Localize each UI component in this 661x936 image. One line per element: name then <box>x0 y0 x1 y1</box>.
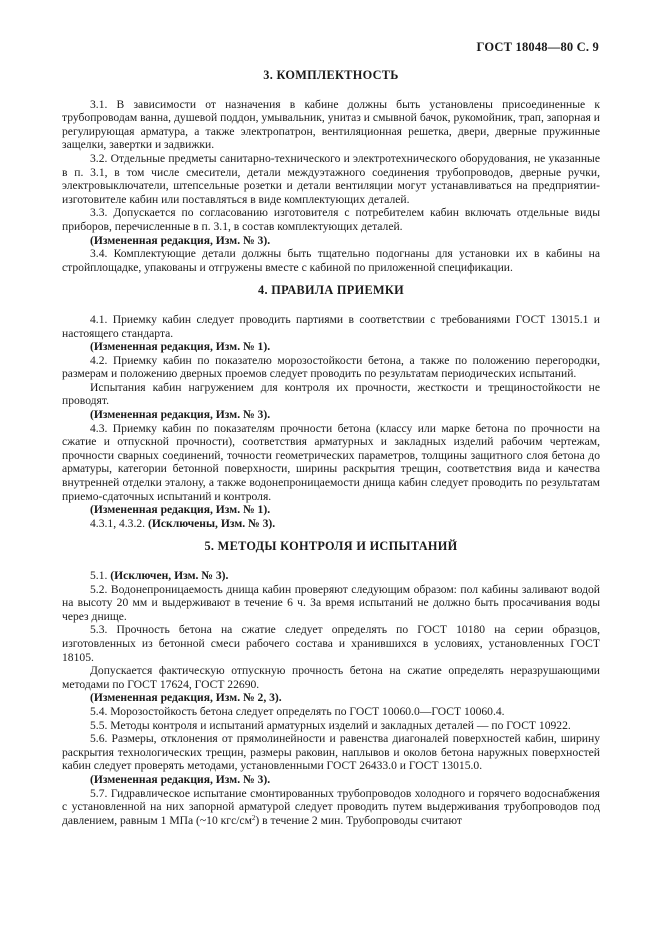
amendment-note: (Измененная редакция, Изм. № 1). <box>90 340 271 354</box>
paragraph-4-3-1 <box>62 517 600 531</box>
paragraph-4-2-tests: Испытания кабин нагружением для контроля их прочности, жесткости и трещиностойкости не проводят. <box>62 380 600 408</box>
paragraph-5-6: 5.6. Размеры, отклонения от прямолинейности и равенства диагоналей поверхностей кабин, ширину раскрытия технологических трещин, размеры раковин, наплывов и околов бетона наружных поверхностей кабин следует проверять методами, установленными ГОСТ 26433.0 и ГОСТ 13015.0. <box>62 732 600 773</box>
paragraph-5-2: 5.2. Водонепроницаемость днища кабин проверяют следующим образом: пол кабины заливают водой на высоту 20 мм и выдерживают в течение 6 ч. За время испытаний не должно быть просачивания воды через днище. <box>62 582 600 623</box>
amendment-note: (Измененная редакция, Изм. № 1). <box>90 503 271 517</box>
amendment-note: (Измененная редакция, Изм. № 2, 3). <box>90 691 282 705</box>
excluded-note: (Исключены, Изм. № 3). <box>147 516 276 530</box>
paragraph-3-4: 3.4. Комплектующие детали должны быть тщательно подогнаны для установки их в кабины на стройплощадке, упакованы и отгружены вместе с кабиной по приложенной спецификации. <box>62 247 600 274</box>
section-title-completeness: 3. КОМПЛЕКТНОСТЬ <box>263 68 399 82</box>
paragraph-3-3: 3.3. Допускается по согласованию изготовителя с потребителем кабин включать отдельные виды приборов, перечисленные в п. 3.1, в состав комплектующих деталей. <box>62 206 600 233</box>
paragraph-5-7-text: 5.7. Гидравлическое испытание смонтированных трубопроводов холодного и горячего водоснабжения с установленной на них запорной арматурой следует проводить путем выдерживания трубопроводов под давлением, равным 1 МПа (~10 кгс/см <box>62 786 600 827</box>
paragraph-5-4: 5.4. Морозостойкость бетона следует определять по ГОСТ 10060.0—ГОСТ 10060.4. <box>90 704 505 718</box>
section-title-test-methods: 5. МЕТОДЫ КОНТРОЛЯ И ИСПЫТАНИЙ <box>204 539 458 554</box>
clause-number: 5.1. <box>90 569 108 582</box>
superscript: 2 <box>251 813 256 822</box>
amendment-note: (Измененная редакция, Изм. № 3). <box>90 772 271 786</box>
section-title-acceptance-rules: 4. ПРАВИЛА ПРИЕМКИ <box>258 283 404 298</box>
paragraph-4-2: 4.2. Приемку кабин по показателю морозостойкости бетона, а также по положению перегородки, размерам и положению дверных проемов следует проводить по результатам периодических испытаний. <box>62 353 600 381</box>
paragraph-5-3-nondestructive: Допускается фактическую отпускную прочность бетона на сжатие определять неразрушающими методами по ГОСТ 17624, ГОСТ 22690. <box>62 664 600 691</box>
paragraph-5-1 <box>62 569 600 583</box>
paragraph-3-1: 3.1. В зависимости от назначения в кабине должны быть установлены присоединенные к трубопроводам ванна, душевой поддон, умывальник, унитаз и смывной бачок, рукомойник, трап, запорная и регулирующая арматура, а также электропатрон, вентиляционная решетка, двери, дверные пружинные защелки, завертки и задвижки. <box>62 97 600 152</box>
paragraph-5-5: 5.5. Методы контроля и испытаний арматурных изделий и закладных деталей — по ГОСТ 10922. <box>90 718 571 732</box>
document-body <box>62 60 600 827</box>
paragraph-5-7 <box>62 787 600 828</box>
paragraph-4-3: 4.3. Приемку кабин по показателям прочности бетона (классу или марке бетона по прочности на сжатие и отпускной прочности), соответствия арматурных и закладных изделий рабочим чертежам, прочности сварных соединений, точности геометрических параметров, толщины защитного слоя бетона до арматуры, категории бетонной поверхности, ширины раскрытия трещин, соответствия вида и качества внутренней отделки эталону, а также водонепроницаемости днища кабин следует проводить по результатам приемо-сдаточных испытаний и контроля. <box>62 421 600 503</box>
paragraph-5-3: 5.3. Прочность бетона на сжатие следует определять по ГОСТ 10180 на серии образцов, изготовленных из бетонной смеси рабочего состава и хранившихся в условиях, установленных ГОСТ 18105. <box>62 623 600 664</box>
amendment-note: (Измененная редакция, Изм. № 3). <box>90 233 271 247</box>
paragraph-3-2: 3.2. Отдельные предметы санитарно-технического и электротехнического оборудования, не указанные в п. 3.1, в том числе смесители, детали междуэтажного соединения трубопроводов, дверные ручки, электровыключатели, штепсельные розетки и детали вентиляции могут устанавливаться на предприятии-изготовителе кабин или поставляться в виде комплектующих деталей. <box>62 151 600 206</box>
amendment-note: (Измененная редакция, Изм. № 3). <box>90 408 271 422</box>
paragraph-5-7-continued: ) в течение 2 мин. Трубопроводы считают <box>255 813 462 827</box>
clause-number: 4.3.1, 4.3.2. <box>90 516 146 530</box>
page-header: ГОСТ 18048—80 С. 9 <box>476 40 599 54</box>
paragraph-4-1: 4.1. Приемку кабин следует проводить партиями в соответствии с требованиями ГОСТ 13015.1 и настоящего стандарта. <box>62 312 600 340</box>
excluded-note: (Исключен, Изм. № 3). <box>110 569 229 582</box>
